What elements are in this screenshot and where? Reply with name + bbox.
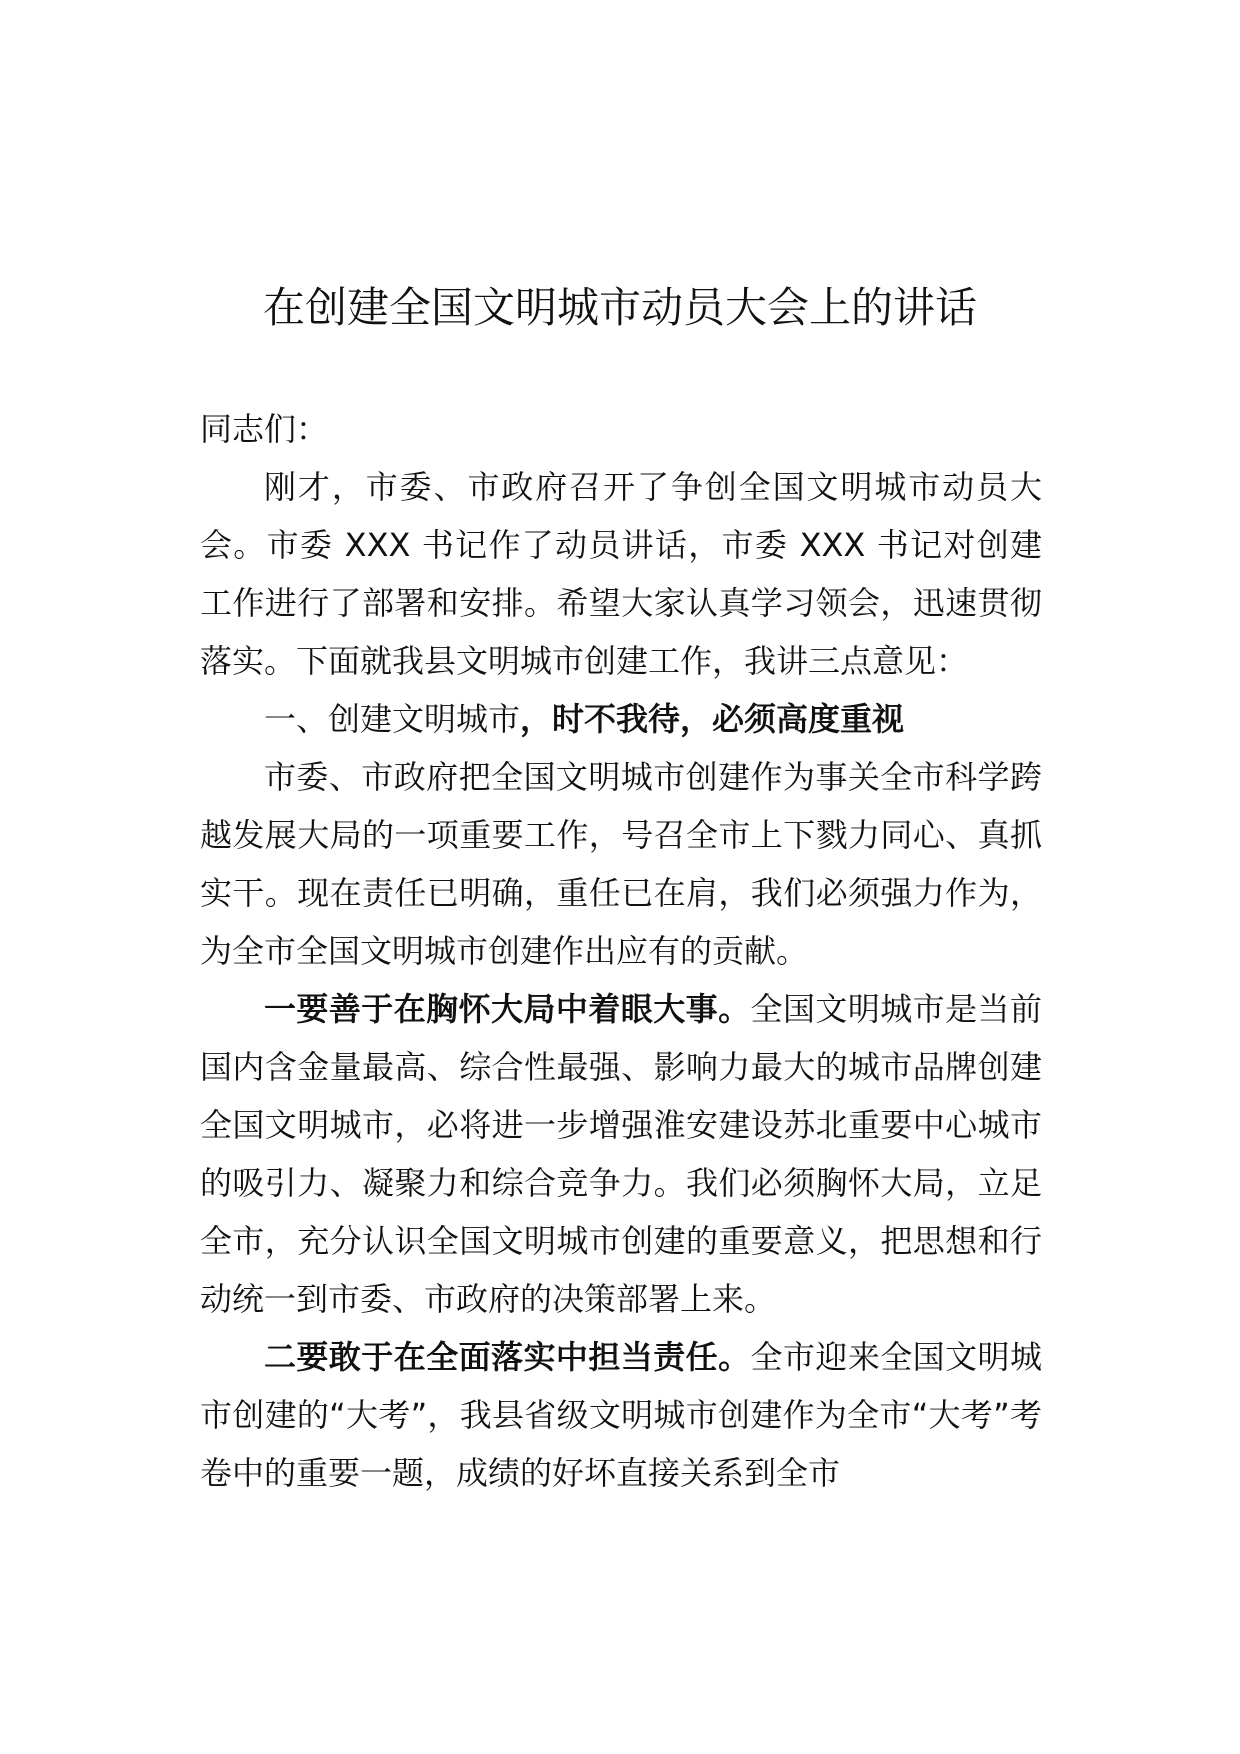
document-body: [200, 400, 1042, 1502]
document-title: 在创建全国文明城市动员大会上的讲话: [262, 283, 977, 332]
paragraph-point-1: [200, 980, 1042, 1328]
salutation: 同志们：: [200, 410, 329, 448]
section-heading-1: [200, 690, 1042, 748]
point-1-lead: 一要善于在胸怀大局中着眼大事。: [264, 990, 751, 1028]
section-heading-1-lead: 一、创建文明城市: [264, 700, 521, 738]
paragraph-section1: 市委、市政府把全国文明城市创建作为事关全市科学跨越发展大局的一项重要工作，号召全市上下戮力同心、真抓实干。现在责任已明确，重任已在肩，我们必须强力作为，为全市全国文明城市创建作出应有的贡献。: [200, 758, 1042, 970]
paragraph-intro: 刚才，市委、市政府召开了争创全国文明城市动员大会。市委 XXX 书记作了动员讲话，市委 XXX 书记对创建工作进行了部署和安排。希望大家认真学习领会，迅速贯彻落实。下面就我县文明城市创建工作，我讲三点意见：: [200, 468, 1042, 680]
section-heading-1-rest: ，时不我待，必须高度重视: [520, 700, 905, 738]
paragraph-point-2: [200, 1328, 1042, 1502]
point-2-text: 全市迎来全国文明城市创建的“大考”，我县省级文明城市创建作为全市“大考”考卷中的重要一题，成绩的好坏直接关系到全市: [200, 1338, 1042, 1492]
point-2-lead: 二要敢于在全面落实中担当责任。: [264, 1338, 751, 1376]
point-1-text: 全国文明城市是当前国内含金量最高、综合性最强、影响力最大的城市品牌创建全国文明城市，必将进一步增强淮安建设苏北重要中心城市的吸引力、凝聚力和综合竞争力。我们必须胸怀大局，立足全市，充分认识全国文明城市创建的重要意义，把思想和行动统一到市委、市政府的决策部署上来。: [200, 990, 1042, 1318]
